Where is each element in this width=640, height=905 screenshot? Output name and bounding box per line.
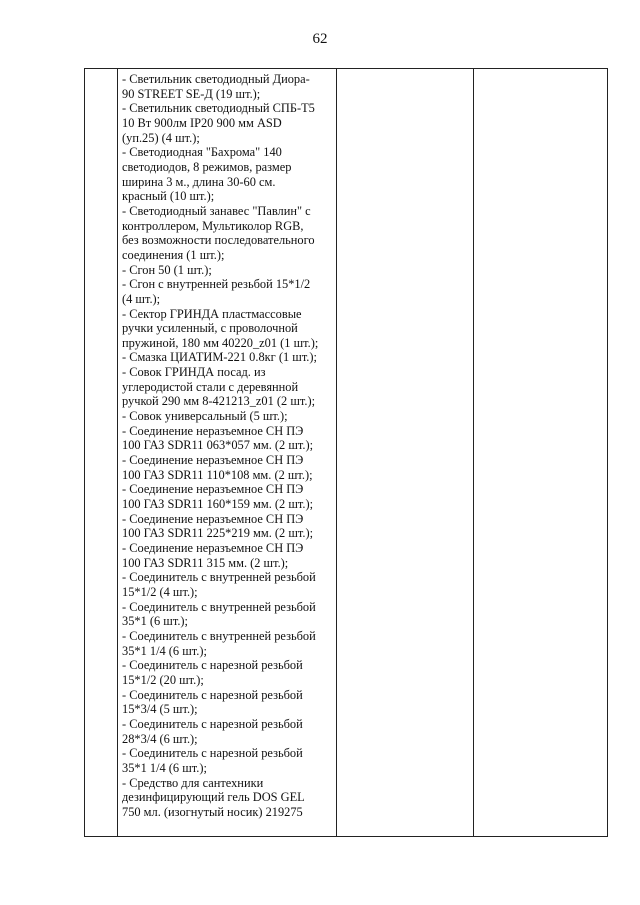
description-line: - Светильник светодиодный Диора-	[122, 72, 310, 86]
description-line: - Соединитель с нарезной резьбой	[122, 687, 303, 702]
description-line: 28*3/4 (6 шт.);	[122, 731, 198, 746]
description-line: 15*1/2 (4 шт.);	[122, 584, 198, 599]
description-line: 10 Вт 900лм IP20 900 мм ASD	[122, 115, 282, 130]
description-lines	[118, 69, 336, 836]
description-line: 100 ГАЗ SDR11 225*219 мм. (2 шт.);	[122, 526, 314, 541]
description-line: красный (10 шт.);	[122, 189, 215, 204]
empty-cell-3	[337, 69, 474, 837]
description-line: (4 шт.);	[122, 291, 161, 306]
description-line: без возможности последовательного	[122, 233, 315, 248]
row-number-cell	[85, 69, 118, 837]
description-line: - Соединитель с внутренней резьбой	[122, 570, 316, 585]
description-line: ручкой 290 мм 8-421213_z01 (2 шт.);	[122, 394, 316, 409]
description-line: - Светодиодный занавес "Павлин" с	[122, 203, 311, 218]
empty-cell-4	[474, 69, 608, 837]
description-line: - Соединитель с нарезной резьбой	[122, 658, 303, 673]
description-line: 15*1/2 (20 шт.);	[122, 672, 204, 687]
description-line: пружиной, 180 мм 40220_z01 (1 шт.);	[122, 335, 319, 350]
description-line: светодиодов, 8 режимов, размер	[122, 159, 292, 174]
description-line: - Сгон 50 (1 шт.);	[122, 262, 212, 277]
description-line: 100 ГАЗ SDR11 160*159 мм. (2 шт.);	[122, 497, 314, 512]
description-line: углеродистой стали с деревянной	[122, 379, 299, 394]
description-line: - Сгон с внутренней резьбой 15*1/2	[122, 277, 311, 292]
description-line: 90 STREET SE-Д (19 шт.);	[122, 86, 261, 101]
description-line: - Совок ГРИНДА посад. из	[122, 365, 266, 380]
description-line: 100 ГАЗ SDR11 110*108 мм. (2 шт.);	[122, 467, 313, 482]
description-line: соединения (1 шт.);	[122, 247, 225, 262]
description-line: - Соединение неразъемное СН ПЭ	[122, 453, 304, 468]
description-line: - Соединитель с нарезной резьбой	[122, 746, 303, 761]
items-table	[84, 68, 608, 837]
description-line: 35*1 1/4 (6 шт.);	[122, 643, 207, 658]
description-line: - Соединение неразъемное СН ПЭ	[122, 423, 304, 438]
description-line: 15*3/4 (5 шт.);	[122, 702, 198, 717]
description-line: 100 ГАЗ SDR11 063*057 мм. (2 шт.);	[122, 438, 314, 453]
description-line: ручки усиленный, с проволочной	[122, 321, 298, 336]
description-line: - Соединитель с нарезной резьбой	[122, 716, 303, 731]
description-line: ширина 3 м., длина 30-60 см.	[122, 174, 276, 189]
description-line: - Светодиодная "Бахрома" 140	[122, 145, 282, 160]
description-line: - Соединитель с внутренней резьбой	[122, 599, 316, 614]
description-line: - Соединение неразъемное СН ПЭ	[122, 511, 304, 526]
description-line: 35*1 (6 шт.);	[122, 614, 188, 629]
description-line: (уп.25) (4 шт.);	[122, 130, 200, 145]
description-line: 35*1 1/4 (6 шт.);	[122, 760, 207, 775]
description-line: дезинфицирующий гель DOS GEL	[122, 790, 305, 805]
description-line: контроллером, Мультиколор RGB,	[122, 218, 304, 233]
table-row	[85, 69, 608, 837]
description-line: 100 ГАЗ SDR11 315 мм. (2 шт.);	[122, 555, 289, 570]
description-line: - Совок универсальный (5 шт.);	[122, 409, 288, 424]
description-line: - Светильник светодиодный СПБ-Т5	[122, 101, 315, 116]
description-cell	[118, 69, 337, 837]
description-line: - Сектор ГРИНДА пластмассовые	[122, 306, 302, 321]
description-line: - Соединение неразъемное СН ПЭ	[122, 541, 304, 555]
description-line: - Соединитель с внутренней резьбой	[122, 628, 316, 643]
description-line: 750 мл. (изогнутый носик) 219275	[122, 804, 303, 819]
page-number: 62	[312, 31, 328, 47]
description-line: - Смазка ЦИАТИМ-221 0.8кг (1 шт.);	[122, 350, 317, 365]
description-line: - Средство для сантехники	[122, 775, 264, 790]
description-line: - Соединение неразъемное СН ПЭ	[122, 482, 304, 497]
